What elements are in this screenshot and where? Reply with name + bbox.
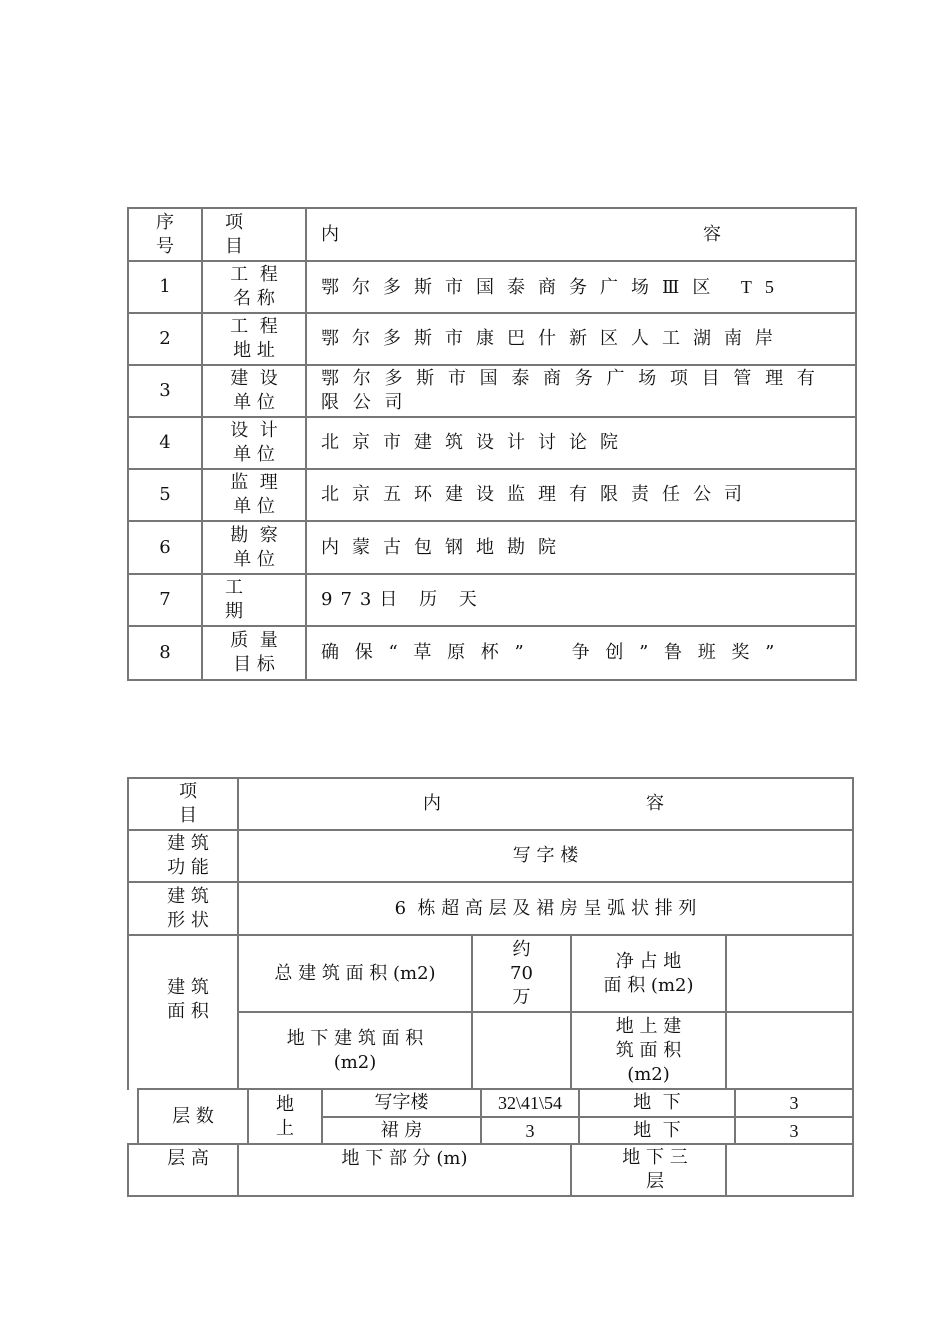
row-item: 质 量 目 标 — [230, 630, 278, 675]
row-content: 鄂尔多斯市康巴什新区人工湖南岸 — [321, 328, 786, 349]
height-label: 层 高 — [167, 1148, 209, 1169]
office-floors-value: 32\41\54 — [497, 1093, 562, 1113]
row-item: 工 程 地 址 — [230, 316, 278, 361]
table1-header-content-left: 内 — [321, 223, 339, 245]
row-item: 工 程 名 称 — [230, 264, 278, 309]
row-content: 鄂尔多斯市国泰商务广场Ⅲ区 T5 — [321, 277, 787, 297]
area-label: 建 筑 面 积 — [167, 977, 209, 1022]
function-value: 写 字 楼 — [512, 845, 579, 866]
row-seq: 4 — [159, 432, 171, 453]
row-seq: 2 — [159, 328, 171, 349]
b3-value — [727, 1145, 852, 1195]
row-item: 工 期 — [225, 577, 243, 622]
row-content: 北京五环建设监理有限责任公司 — [321, 484, 755, 505]
row-seq: 3 — [159, 380, 171, 401]
row-seq: 6 — [159, 536, 171, 558]
row-content: 973日 历 天 — [321, 589, 485, 610]
row-seq: 8 — [159, 642, 171, 663]
row-content: 内蒙古包钢地勘院 — [321, 536, 569, 558]
podium-label: 裙 房 — [380, 1119, 423, 1141]
office-underground-value: 3 — [789, 1093, 799, 1113]
podium-underground-value: 3 — [789, 1120, 799, 1141]
office-underground-label: 地 下 — [633, 1092, 681, 1113]
podium-floors-value: 3 — [525, 1120, 535, 1141]
shape-value: 6 栋 超 高 层 及 裙 房 呈 弧 状 排 列 — [394, 897, 697, 919]
floors-label: 层 数 — [172, 1105, 214, 1127]
podium-underground-label: 地 下 — [633, 1119, 681, 1141]
row-item: 监 理 单 位 — [230, 472, 278, 517]
table2-border — [852, 777, 854, 1197]
above-ground-label: 地 上 — [276, 1093, 294, 1139]
table2-header-content-left: 内 — [423, 793, 441, 814]
table1-header-seq: 序 号 — [156, 211, 174, 257]
aboveground-area-label: 地 上 建 筑 面 积 (m2) — [615, 1015, 682, 1085]
table2-header-item: 项 目 — [179, 781, 197, 826]
row-item: 设 计 单 位 — [230, 420, 278, 465]
net-area-label: 净 占 地 面 积 (m2) — [603, 950, 694, 996]
shape-label: 建 筑 形 状 — [167, 885, 209, 931]
row-seq: 1 — [159, 276, 171, 297]
underground-area-label: 地 下 建 筑 面 积 (m2) — [286, 1027, 424, 1073]
total-area-value: 约 70 万 — [510, 938, 533, 1008]
b3-label: 地 下 三 层 — [622, 1147, 688, 1192]
underground-part-label: 地 下 部 分 (m) — [341, 1148, 468, 1169]
aboveground-area-value — [727, 1013, 852, 1088]
row-seq: 7 — [159, 589, 171, 610]
row-content: 鄂 尔 多 斯 市 国 泰 商 务 广 场 项 目 管 理 有 限 公 司 — [321, 368, 819, 413]
table1-header-content-right: 容 — [703, 223, 721, 245]
row-item: 勘 察 单 位 — [230, 524, 278, 570]
net-area-value — [727, 936, 852, 1011]
row-item: 建 设 单 位 — [230, 368, 278, 413]
office-label: 写字楼 — [374, 1092, 429, 1113]
table1-header-item: 项 目 — [225, 211, 243, 257]
function-label: 建 筑 功 能 — [167, 833, 209, 878]
total-area-label: 总 建 筑 面 积 (m2) — [274, 962, 436, 984]
row-seq: 5 — [159, 484, 171, 505]
underground-area-value — [473, 1013, 570, 1088]
row-content: 北京市建筑设计讨论院 — [321, 432, 631, 453]
row-content: 确 保 “ 草 原 杯 ” 争 创 ” 鲁 班 奖 ” — [321, 642, 780, 663]
table2-header-content-right: 容 — [646, 793, 664, 814]
